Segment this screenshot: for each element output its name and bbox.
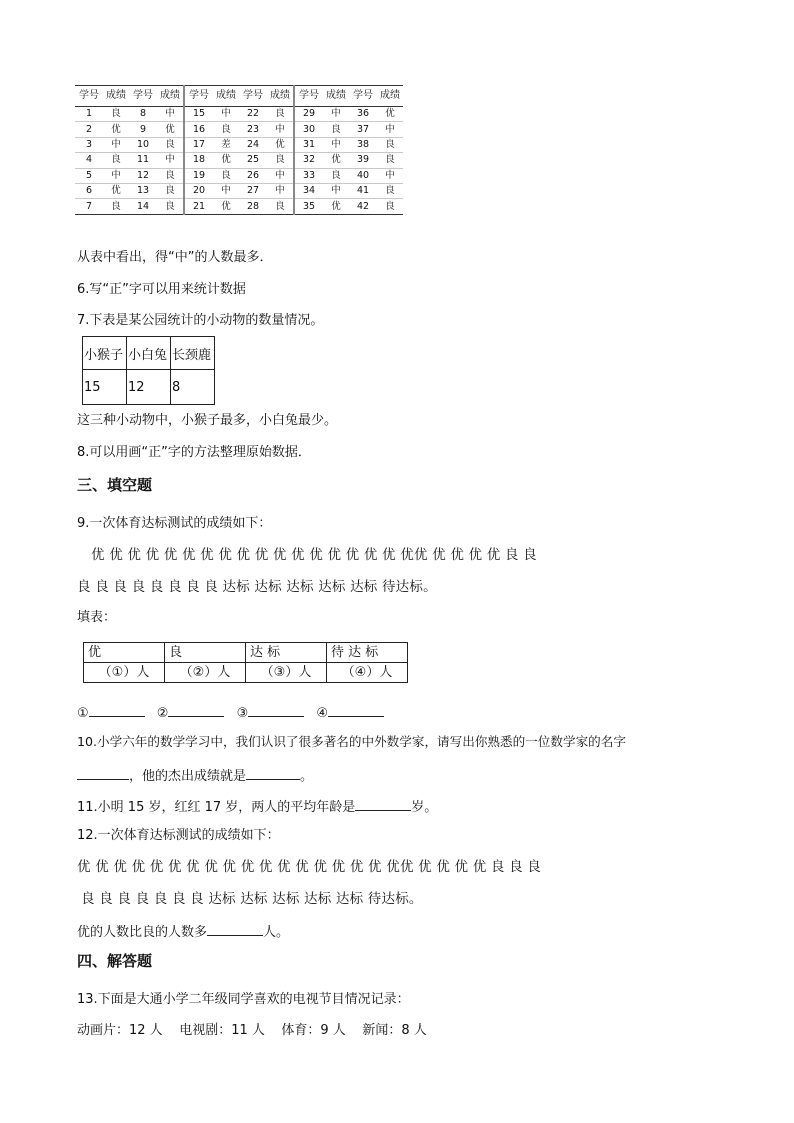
answer-label: ④ [316,706,329,721]
q12-data-line-1: 优 优 优 优 优 优 优 优 优 优 优 优 优 优 优 优 优 优优 优 优 优 优 良 良 良 [77,859,541,875]
fill-cell: （④）人 [327,663,408,683]
q8-text: 8.可以用画“正”字的方法整理原始数据． [77,445,311,460]
grade-cell: 优 [323,153,349,168]
section-4-title: 四、解答题 [77,952,153,970]
student-number-cell: 31 [294,137,323,152]
grade-cell: 良 [323,122,349,137]
grade-row [75,137,403,152]
grade-cell: 中 [157,153,184,168]
student-number-cell: 34 [294,183,323,198]
grade-cell: 中 [323,137,349,152]
q9-text: 9.一次体育达标测试的成绩如下： [77,516,272,531]
student-number-cell: 5 [75,168,103,183]
grade-col-header: 成绩 [323,86,349,107]
grade-cell: 良 [213,168,239,183]
student-number-cell: 10 [129,137,157,152]
grade-col-header: 学号 [239,86,267,107]
grade-cell: 优 [157,122,184,137]
fill-cell: （③）人 [246,663,327,683]
grade-cell: 中 [323,183,349,198]
fill-cell: （②）人 [165,663,246,683]
student-number-cell: 41 [349,183,377,198]
grade-row [75,183,403,198]
student-number-cell: 19 [184,168,213,183]
student-number-cell: 14 [129,199,157,214]
q12-ask: 优的人数比良的人数多 [77,925,208,940]
grade-row [75,122,403,137]
q12-blank[interactable] [207,921,263,936]
q12-data-line-2: 良 良 良 良 良 良 良 达标 达标 达标 达标 达标 待达标。 [81,891,423,907]
student-number-cell: 3 [75,137,103,152]
grade-cell: 良 [267,107,294,122]
grade-cell: 良 [103,153,129,168]
student-number-cell: 13 [129,183,157,198]
answer-blank-4[interactable] [328,702,384,717]
grade-col-header: 学号 [349,86,377,107]
student-number-cell: 32 [294,153,323,168]
grade-col-header: 学号 [294,86,323,107]
q11-blank[interactable] [355,796,411,811]
grade-cell: 良 [377,153,403,168]
student-number-cell: 20 [184,183,213,198]
student-number-cell: 33 [294,168,323,183]
q9-data-line-1: 优 优 优 优 优 优 优 优 优 优 优 优 优 优 优 优 优 优优 优 优 优 优 良 良 [91,547,537,563]
q10-text: 10.小学六年的数学学习中，我们认识了很多著名的中外数学家，请写出你熟悉的一位数学家的名字 [77,734,626,749]
student-number-cell: 15 [184,107,213,122]
grade-cell: 良 [267,199,294,214]
grade-cell: 优 [323,199,349,214]
animal-count: 15 [83,370,127,405]
q10-blank-name[interactable] [77,765,129,780]
student-number-cell: 7 [75,199,103,214]
grade-cell: 优 [267,137,294,152]
grade-cell: 良 [377,137,403,152]
q12-text: 12.一次体育达标测试的成绩如下： [77,828,280,843]
q10-answer-line [77,765,313,786]
q11-text [77,796,437,817]
q9-answer-line [77,702,384,723]
q11-question: 11.小明 15 岁，红红 17 岁，两人的平均年龄是 [77,800,356,815]
grade-cell: 良 [103,199,129,214]
student-number-cell: 1 [75,107,103,122]
grade-col-header: 学号 [184,86,213,107]
animal-header: 小白兔 [127,337,171,370]
student-number-cell: 30 [294,122,323,137]
grade-cell: 差 [213,137,239,152]
q12-question [77,921,289,942]
fill-header: 优 [84,643,165,663]
grade-col-header: 学号 [129,86,157,107]
answer-blank-2[interactable] [168,702,224,717]
grade-cell: 优 [213,153,239,168]
grade-cell: 良 [157,137,184,152]
animal-header: 小猴子 [83,337,127,370]
q10-blank-achievement[interactable] [246,765,300,780]
student-number-cell: 8 [129,107,157,122]
grade-cell: 中 [213,107,239,122]
grade-col-header: 成绩 [213,86,239,107]
q6-text: 6.写“正”字可以用来统计数据 [77,282,246,297]
q7-statement: 这三种小动物中，小猴子最多，小白兔最少。 [77,413,338,428]
q12-unit: 人。 [263,925,290,940]
grade-cell: 良 [213,122,239,137]
student-number-cell: 24 [239,137,267,152]
student-number-cell: 12 [129,168,157,183]
fill-header: 良 [165,643,246,663]
grade-row [75,153,403,168]
student-number-cell: 11 [129,153,157,168]
fill-cell: （①）人 [84,663,165,683]
student-number-cell: 28 [239,199,267,214]
grade-row [75,199,403,214]
fill-table [83,642,408,683]
grade-cell: 中 [377,168,403,183]
student-number-cell: 4 [75,153,103,168]
student-number-cell: 36 [349,107,377,122]
q10-end: 。 [300,769,314,784]
grade-cell: 中 [103,168,129,183]
student-number-cell: 2 [75,122,103,137]
student-number-cell: 38 [349,137,377,152]
student-number-cell: 29 [294,107,323,122]
grade-cell: 中 [157,107,184,122]
q5-statement: 从表中看出，得“中”的人数最多． [77,250,273,265]
student-number-cell: 22 [239,107,267,122]
grade-cell: 中 [377,122,403,137]
grade-cell: 良 [377,199,403,214]
answer-blank-1[interactable] [89,702,145,717]
animal-table [82,336,215,405]
grade-col-header: 成绩 [267,86,294,107]
q7-text: 7.下表是某公园统计的小动物的数量情况。 [77,313,324,328]
grade-table-header [75,86,403,107]
grade-col-header: 成绩 [103,86,129,107]
section-3-title: 三、填空题 [77,476,153,494]
grade-col-header: 成绩 [157,86,184,107]
grade-cell: 优 [103,122,129,137]
student-number-cell: 9 [129,122,157,137]
grade-cell: 优 [103,183,129,198]
animal-count: 12 [127,370,171,405]
q9-data-line-2: 良 良 良 良 良 良 良 良 达标 达标 达标 达标 达标 待达标。 [77,579,437,595]
q13-text: 13.下面是大通小学二年级同学喜欢的电视节目情况记录： [77,992,410,1007]
student-number-cell: 35 [294,199,323,214]
grade-cell: 良 [103,107,129,122]
grade-cell: 良 [157,168,184,183]
student-number-cell: 17 [184,137,213,152]
answer-label: ① [77,706,89,721]
student-number-cell: 39 [349,153,377,168]
grade-cell: 良 [323,168,349,183]
grade-col-header: 学号 [75,86,103,107]
student-number-cell: 40 [349,168,377,183]
student-number-cell: 42 [349,199,377,214]
animal-count: 8 [171,370,215,405]
grade-cell: 中 [267,122,294,137]
student-number-cell: 23 [239,122,267,137]
answer-label: ③ [236,706,249,721]
student-number-cell: 18 [184,153,213,168]
grade-col-header: 成绩 [377,86,403,107]
grade-cell: 优 [213,199,239,214]
student-number-cell: 25 [239,153,267,168]
grade-cell: 中 [323,107,349,122]
q9-fill-label: 填表： [77,610,117,625]
grade-row [75,168,403,183]
grade-table [75,85,403,215]
grade-cell: 中 [103,137,129,152]
grade-cell: 中 [267,168,294,183]
grade-cell: 良 [377,183,403,198]
grade-cell: 中 [267,183,294,198]
fill-header: 达 标 [246,643,327,663]
grade-cell: 良 [157,199,184,214]
student-number-cell: 26 [239,168,267,183]
q11-unit: 岁。 [411,800,438,815]
fill-header: 待 达 标 [327,643,408,663]
answer-blank-3[interactable] [248,702,304,717]
grade-cell: 中 [213,183,239,198]
q13-data: 动画片：12 人 电视剧：11 人 体育：9 人 新闻：8 人 [77,1023,427,1038]
grade-row [75,107,403,122]
student-number-cell: 27 [239,183,267,198]
grade-cell: 优 [377,107,403,122]
student-number-cell: 16 [184,122,213,137]
grade-cell: 良 [267,153,294,168]
student-number-cell: 37 [349,122,377,137]
grade-table-body [75,107,403,215]
animal-header: 长颈鹿 [171,337,215,370]
q10-middle: ，他的杰出成绩就是 [129,769,247,784]
answer-label: ② [156,706,169,721]
student-number-cell: 21 [184,199,213,214]
grade-cell: 良 [157,183,184,198]
student-number-cell: 6 [75,183,103,198]
